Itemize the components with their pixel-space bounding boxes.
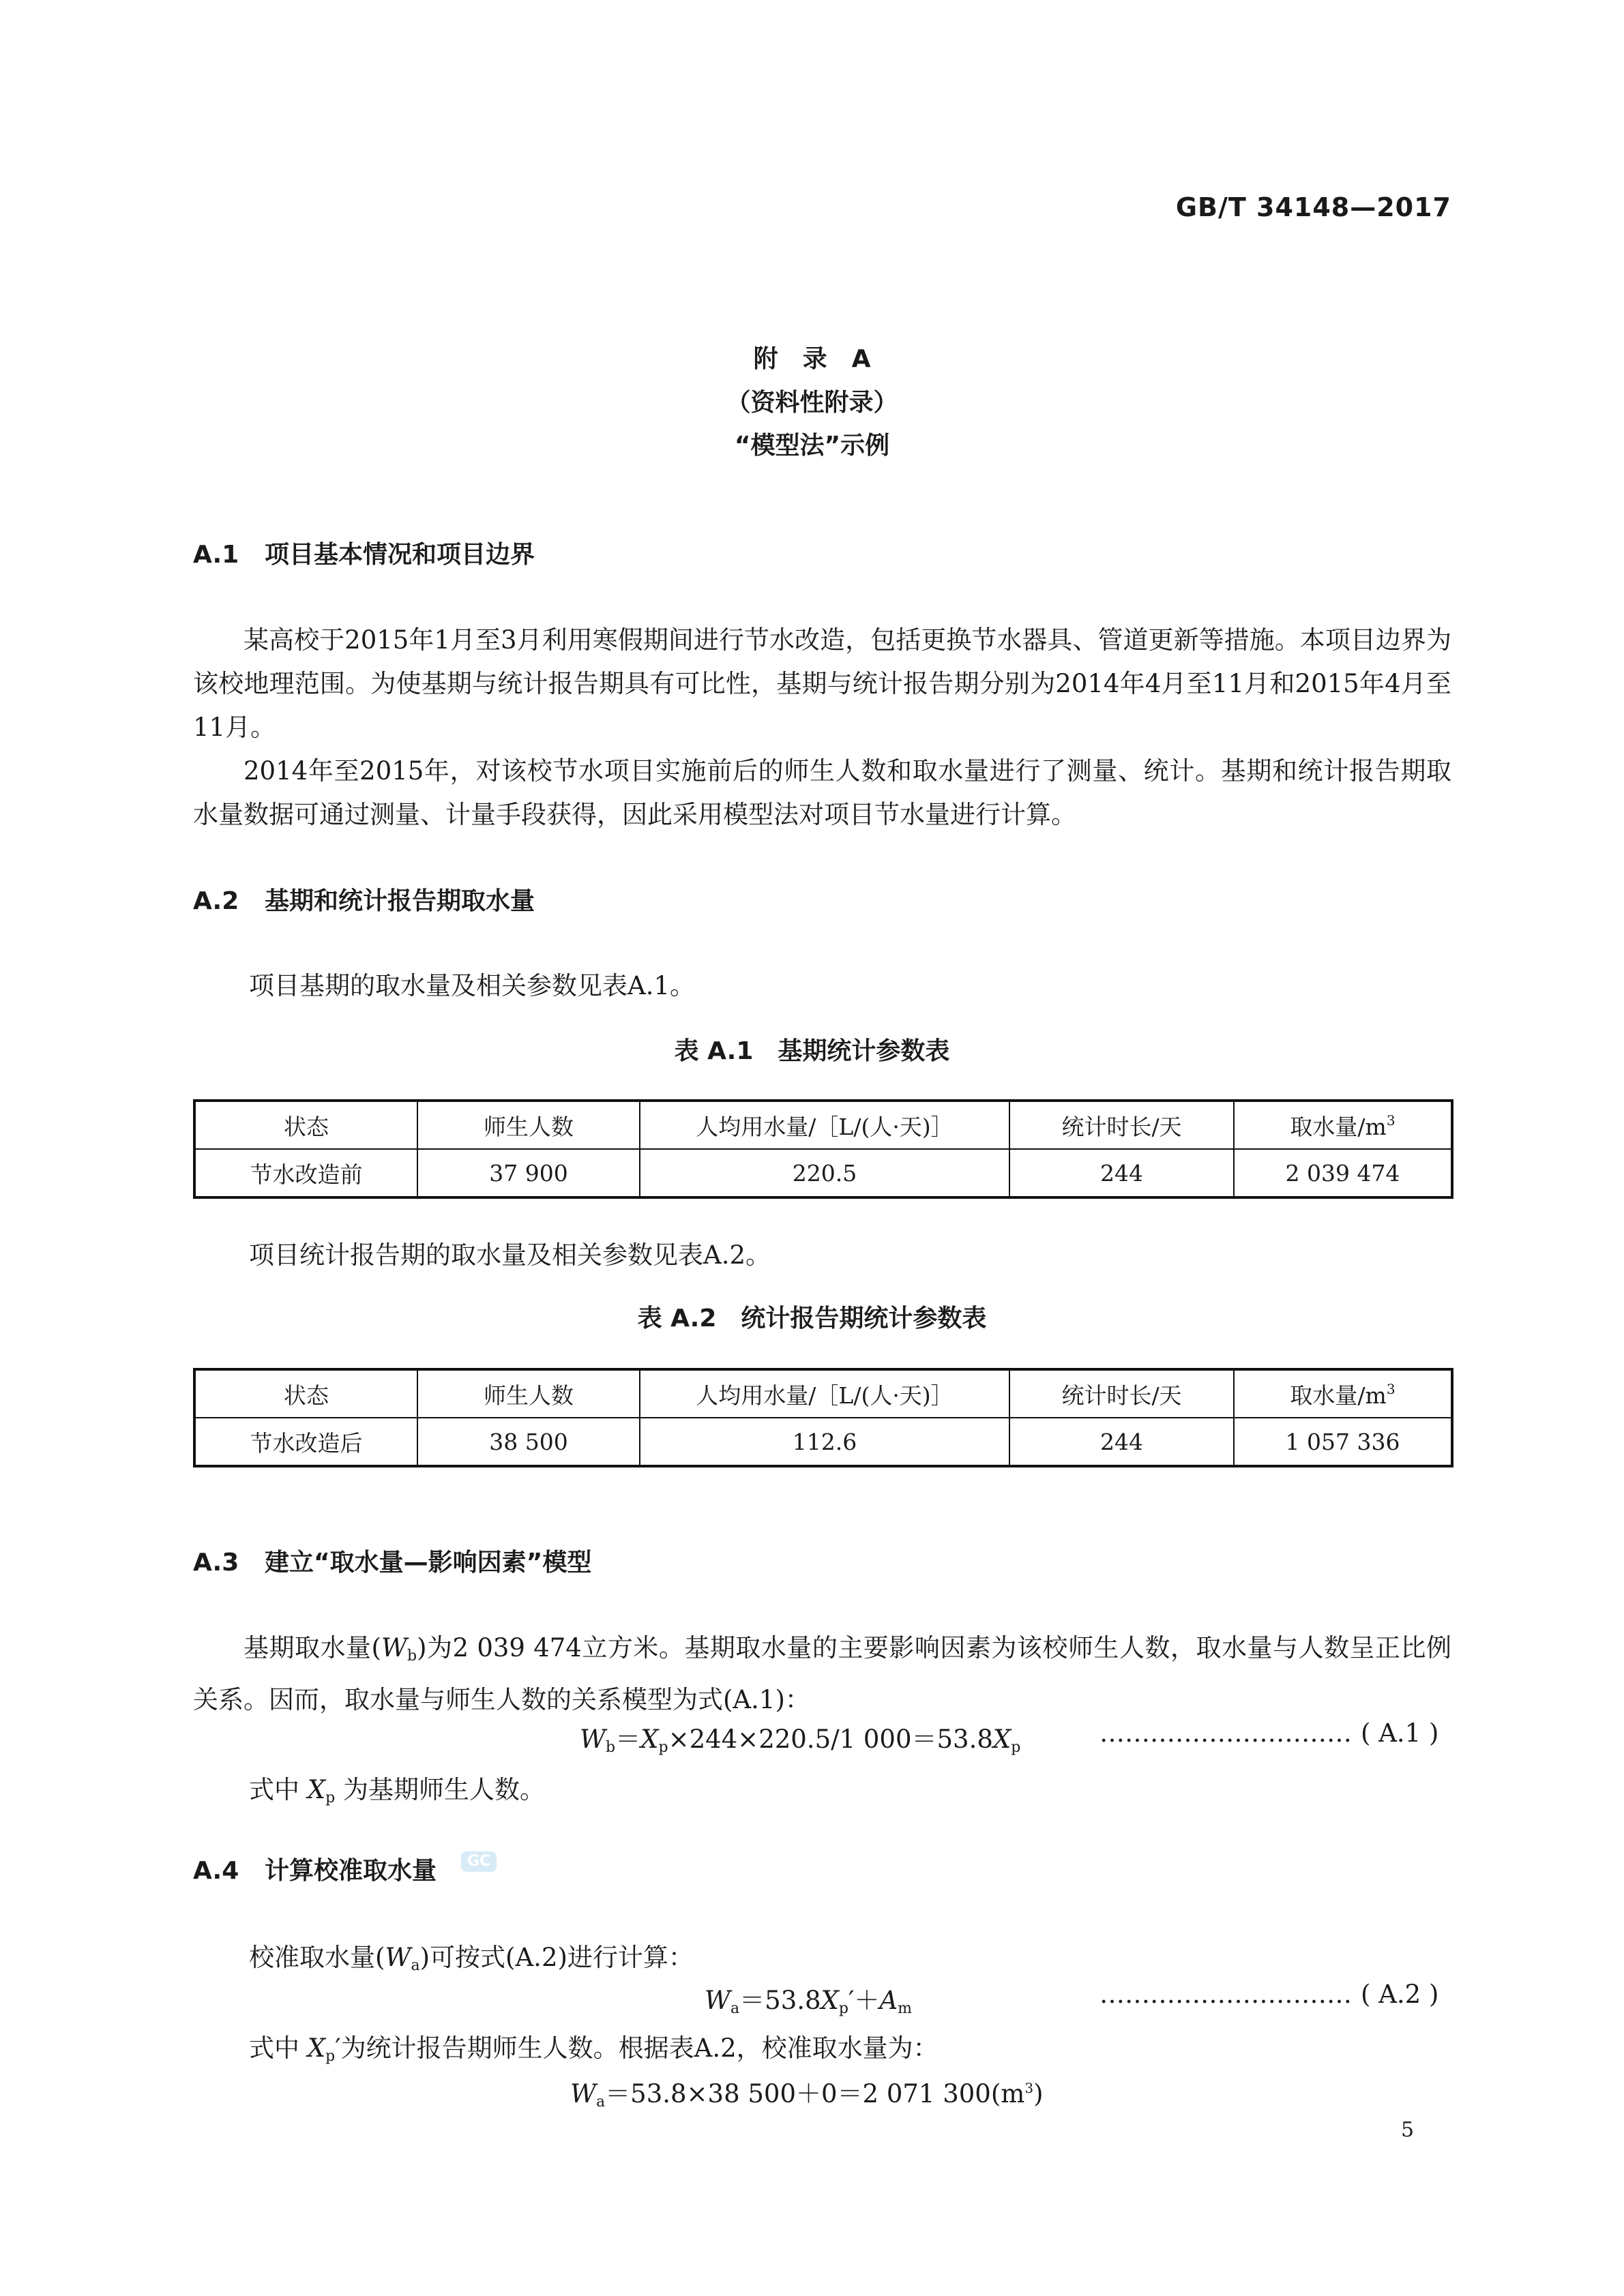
table-header-row	[194, 1101, 1452, 1149]
table-cell: 38 500	[417, 1418, 640, 1466]
section-a4-heading	[193, 1851, 437, 1886]
paragraph: 项目统计报告期的取水量及相关参数见表A.2。	[249, 1240, 771, 1270]
equation-a1-leader: …………………………	[1099, 1718, 1352, 1748]
header-cell: 统计时长/天	[1009, 1101, 1234, 1149]
section-number: A.2	[193, 887, 239, 915]
section-a3-heading	[193, 1543, 591, 1578]
section-title: 基期和统计报告期取水量	[265, 887, 535, 915]
equation-a2: $W_a=53.8X_p'+A_m$	[705, 1986, 912, 2017]
appendix-name: “模型法”示例	[734, 432, 890, 460]
header-cell: 取水量$/m^3$	[1234, 1369, 1452, 1418]
table-cell: 节水改造前	[194, 1149, 417, 1197]
table-cell: 1 057 336	[1234, 1418, 1452, 1466]
appendix-subtitle: （资料性附录）	[726, 389, 898, 417]
section-number: A.4	[193, 1857, 239, 1885]
header-cell: 统计时长/天	[1009, 1369, 1234, 1418]
section-title: 计算校准取水量	[265, 1857, 437, 1885]
section-a2-heading	[193, 882, 535, 916]
equation-a2-note: 式中 $X_p'$为统计报告期师生人数。根据表A.2，校准取水量为：	[249, 2033, 939, 2065]
header-cell: 人均用水量/［L/(人·天)］	[640, 1369, 1009, 1418]
table-a2-caption: 表 A.2 统计报告期统计参数表	[637, 1304, 987, 1332]
appendix-title: 附 录 A	[753, 345, 871, 373]
equation-a1: $W_b=X_p\times 244\times 220.5/1$ $000=53.8X_p$	[580, 1725, 1021, 1756]
section-a1-body	[193, 618, 1451, 837]
equation-a1-number: ( A.1 )	[1361, 1718, 1439, 1748]
section-a3-body	[193, 1626, 1451, 1722]
table-cell: 2 039 474	[1234, 1149, 1452, 1197]
table-row	[194, 1149, 1452, 1197]
section-title: 项目基本情况和项目边界	[265, 541, 535, 569]
paragraph: 某高校于2015年1月至3月利用寒假期间进行节水改造，包括更换节水器具、管道更新等措施。本项目边界为该校地理范围。为使基期与统计报告期具有可比性，基期与统计报告期分别为2014年4月至11月和2015年4月至11月。	[193, 625, 1451, 742]
table-row	[194, 1418, 1452, 1466]
header-cell: 师生人数	[417, 1101, 640, 1149]
standard-code: GB/T 34148—2017	[1175, 192, 1451, 222]
table-a2	[193, 1368, 1453, 1467]
table-a1-caption: 表 A.1 基期统计参数表	[674, 1037, 950, 1065]
paragraph: 项目基期的取水量及相关参数见表A.1。	[249, 971, 696, 1000]
section-a1-heading	[193, 535, 535, 570]
equation-a2-leader: …………………………	[1099, 1980, 1352, 2009]
paragraph: 校准取水量$(W_a)$可按式(A.2)进行计算：	[249, 1943, 694, 1974]
section-title: 建立“取水量—影响因素”模型	[265, 1549, 592, 1577]
table-a1	[193, 1099, 1453, 1199]
table-cell: 244	[1009, 1418, 1234, 1466]
section-number: A.1	[193, 541, 239, 569]
table-cell: 37 900	[417, 1149, 640, 1197]
calibrated-result: $W_a=53.8\times 38$ 500＋0＝2 071 $300(m^3)$	[570, 2079, 1044, 2111]
header-cell: 人均用水量/［L/(人·天)］	[640, 1101, 1009, 1149]
header-cell: 取水量$/m^3$	[1234, 1101, 1452, 1149]
page-number: 5	[1401, 2118, 1415, 2142]
table-cell: 节水改造后	[194, 1418, 417, 1466]
equation-a2-number: ( A.2 )	[1361, 1980, 1439, 2009]
header-cell: 状态	[194, 1101, 417, 1149]
table-header-row	[194, 1369, 1452, 1418]
table-cell: 244	[1009, 1149, 1234, 1197]
table-cell: 220.5	[640, 1149, 1009, 1197]
section-number: A.3	[193, 1549, 239, 1577]
table-cell: 112.6	[640, 1418, 1009, 1466]
watermark-stamp: GC	[461, 1851, 497, 1872]
header-cell: 师生人数	[417, 1369, 640, 1418]
header-cell: 状态	[194, 1369, 417, 1418]
paragraph: 2014年至2015年，对该校节水项目实施前后的师生人数和取水量进行了测量、统计。基期和统计报告期取水量数据可通过测量、计量手段获得，因此采用模型法对项目节水量进行计算。	[193, 756, 1451, 829]
paragraph: 基期取水量$(W_b)$为2 039 474立方米。基期取水量的主要影响因素为该校师生人数，取水量与人数呈正比例关系。因而，取水量与师生人数的关系模型为式(A.1)：	[193, 1633, 1451, 1714]
equation-a1-note: 式中 $X_p$ 为基期师生人数。	[249, 1775, 545, 1806]
